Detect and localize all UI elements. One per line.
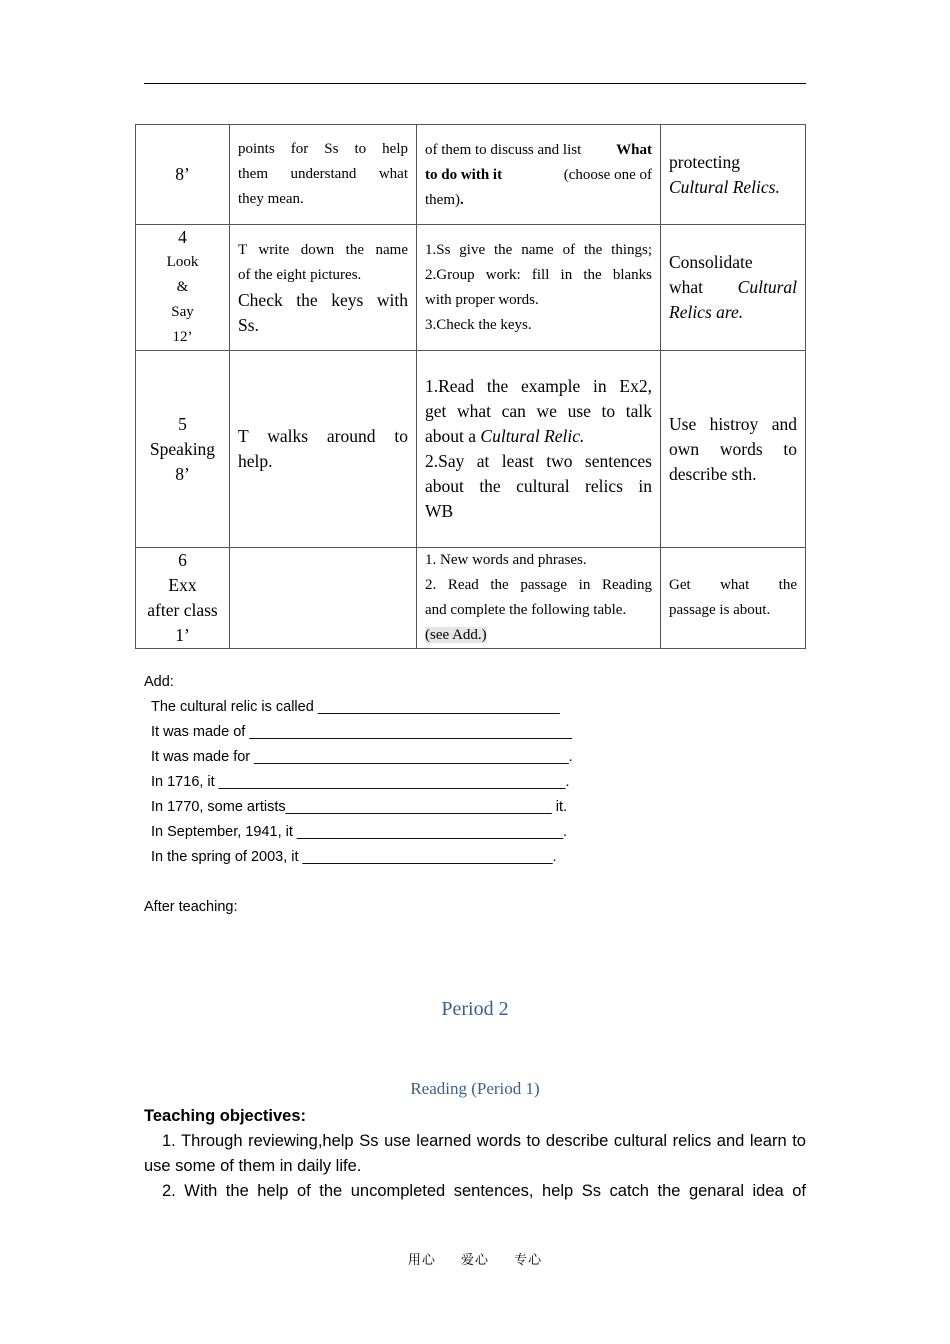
after-teaching-label: After teaching:: [144, 899, 238, 915]
purpose-cell: protecting Cultural Relics.: [661, 125, 806, 225]
student-activity-cell: 1.Read the example in Ex2, get what can we use to talk about a Cultural Relic. 2.Say at least two sentences about the cultural relics in WB: [417, 351, 661, 548]
student-activity-cell: 1.Ss give the name of the things; 2.Group work: fill in the blanks with proper words. 3.Check the keys.: [417, 225, 661, 351]
footer-text: 专心: [514, 1253, 543, 1268]
table-row: [136, 548, 806, 649]
purpose-cell: Get what the passage is about.: [661, 548, 806, 649]
fill-in-line: In the spring of 2003, it _______________________________.: [151, 849, 557, 865]
footer-text: 爱心: [460, 1253, 489, 1268]
teacher-activity-cell: T walks around to help.: [230, 351, 417, 548]
table-row: [136, 125, 806, 225]
objective-item: 1. Through reviewing,help Ss use learned words to describe cultural relics and learn to use some of them in daily life.: [144, 1132, 806, 1175]
fill-in-line: In 1770, some artists_________________________________ it.: [151, 799, 568, 815]
lesson-plan-table: [135, 124, 806, 649]
objectives-title: Teaching objectives:: [144, 1107, 306, 1125]
step-cell: 5 Speaking 8’: [136, 351, 230, 548]
footer-text: 用心: [407, 1253, 436, 1268]
step-cell: 6 Exx after class 1’: [136, 548, 230, 649]
step-cell: 4 Look & Say 12’: [136, 225, 230, 351]
teaching-objectives: [144, 1104, 806, 1204]
page-footer: [0, 1249, 950, 1268]
teacher-activity-cell: [230, 548, 417, 649]
fill-in-line: The cultural relic is called ______________________________: [151, 699, 560, 715]
objective-item: 2. With the help of the uncompleted sentences, help Ss catch the genaral idea of: [162, 1182, 806, 1200]
purpose-cell: Consolidate what Cultural Relics are.: [661, 225, 806, 351]
fill-in-line: In 1716, it ___________________________________________.: [151, 774, 570, 790]
teacher-activity-cell: points for Ss to help them understand what they mean.: [230, 125, 417, 225]
fill-in-line: In September, 1941, it _________________________________.: [151, 824, 568, 840]
teacher-activity-cell: T write down the name of the eight pictures. Check the keys with Ss.: [230, 225, 417, 351]
student-activity-cell: of them to discuss and list What to do with it (choose one of them).: [417, 125, 661, 225]
student-activity-cell: 1. New words and phrases. 2. Read the passage in Reading and complete the following table. (see Add.): [417, 548, 661, 649]
header-rule: [144, 83, 806, 84]
reading-title: Reading (Period 1): [410, 1079, 540, 1098]
add-label: Add:: [144, 674, 174, 690]
table-row: [136, 351, 806, 548]
purpose-cell: Use histroy and own words to describe sth.: [661, 351, 806, 548]
table-row: [136, 225, 806, 351]
fill-in-line: It was made for _______________________________________.: [151, 749, 573, 765]
period-title: Period 2: [441, 998, 509, 1020]
fill-in-line: It was made of ________________________________________: [151, 724, 572, 740]
step-cell: 8’: [136, 125, 230, 225]
